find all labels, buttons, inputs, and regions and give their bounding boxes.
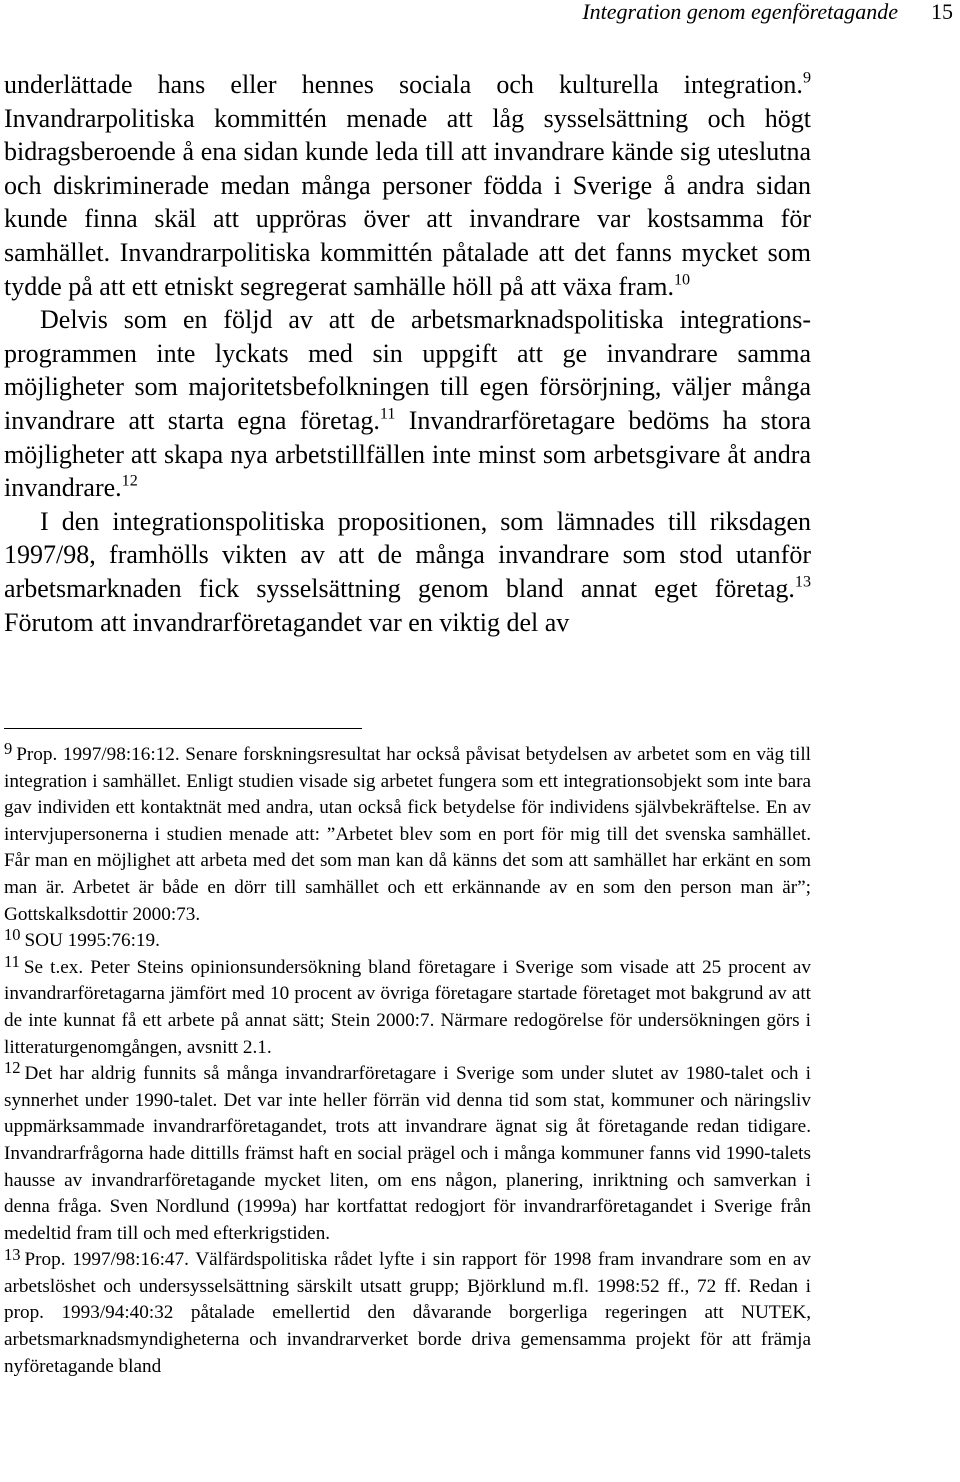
footnotes [4, 739, 811, 1380]
paragraph-3-text-a: I den integrationspolitiska propositionen, som lämnades till riksdagen 1997/98, framhölls vikten av att de många invandrare som stod utanför arbetsmarknaden fick sysselsättning genom bland annat eget företag. [4, 506, 811, 603]
footnote-number: 13 [4, 1244, 21, 1264]
footnote-number: 9 [4, 739, 13, 759]
page-number: 15 [931, 0, 953, 24]
paragraph-2 [4, 303, 811, 505]
footnote-ref-10: 10 [673, 271, 691, 289]
paragraph-2-text-a: Delvis som en följd av att de arbetsmarknadspolitiska integrationsprogrammen inte lyckats med sin uppgift att ge invandrare samma möjligheter som majoritetsbefolkningen till egen försörjning, väljer många invandrare att starta egna företag. [4, 305, 811, 435]
paragraph-1 [4, 68, 811, 303]
footnote-11 [4, 951, 811, 1061]
footnote-text: Prop. 1997/98:16:12. Senare forskningsresultat har också påvisat betydelsen av arbetet som en väg till integration i samhället. Enligt studien visade sig arbetet fungera som ett integrationsobjekt som inte bara gav individen ett kontaktnät med andra, utan också fick betydelse för individens självbekräftelse. En av intervjupersonerna i studien menade att: ”Arbetet blev som en port för mig till det svenska samhället. Får man en möjlighet att arbeta med det som man kan då känns det som att samhället har erkänt en som man är. Arbetet är både en dörr till samhället och ett erkännande av en som den person man är”; Gottskalksdottir 2000:73. [4, 744, 811, 925]
footnote-text: Prop. 1997/98:16:47. Välfärdspolitiska rådet lyfte i sin rapport för 1998 fram invandrare som en av arbetslöshet och undersysselsättning särskilt utsatt grupp; Björklund m.fl. 1998:52 ff., 72 ff. Redan i prop. 1993/94:40:32 påtalade emellertid den dåvarande borgerliga regeringen att NUTEK, arbetsmarknadsmyndigheterna och invandrarverket borde driva gemensamma projekt för att främja nyföretagande bland [4, 1249, 811, 1377]
footnote-ref-11: 11 [379, 405, 396, 423]
paragraph-2-text-b: Invandrarföretagare bedöms ha stora möjligheter att skapa nya arbetstillfällen inte minst som arbetsgivare åt andra invandrare. [4, 405, 812, 503]
footnote-number: 12 [4, 1058, 21, 1078]
footnote-12 [4, 1058, 811, 1247]
paragraph-1-text-b: Invandrarpolitiska kommittén menade att låg sysselsättning och högt bidragsberoende å ena sidan kunde leda till att invandrare kände sig uteslutna och diskriminerade medan många personer födda i Sverige å andra sidan kunde finna skäl att uppröras över att invandrare var kostsamma för samhället. Invandrarpolitiska kommittén påtalade att det fanns mycket som tydde på att ett etniskt segregerat samhälle höll på att växa fram. [4, 103, 811, 301]
footnote-text: Det har aldrig funnits så många invandrarföretagare i Sverige som under slutet av 1980-talet och i synnerhet under 1990-talet. Det var inte heller förrän vid denna tid som stat, kommuner och näringsliv uppmärksammade invandrarföretagandet, trots att invandrare ägnat sig åt företagande redan tidigare. Invandrarfrågorna hade dittills främst haft en social prägel och i många kommuner fanns vid 1990-talets hausse av invandrarföretagande mycket liten, om ens någon, planering, inriktning och samverkan i denna fråga. Sven Nordlund (1999a) har kortfattat redogjort för invandrarföretagandet i Sverige från medeltid fram till och med efterkrigstiden. [4, 1063, 811, 1244]
footnote-ref-9: 9 [802, 69, 811, 87]
footnote-number: 11 [4, 951, 20, 971]
footnote-9 [4, 739, 811, 928]
footnote-separator [4, 728, 362, 729]
footnote-13 [4, 1244, 811, 1380]
footnote-number: 10 [4, 925, 21, 945]
main-text [4, 68, 811, 639]
running-header [0, 0, 960, 29]
paragraph-1-text-a: underlättade hans eller hennes sociala och kulturella integration. [4, 70, 803, 99]
footnote-ref-13: 13 [794, 573, 811, 591]
running-title: Integration genom egenföretagande [582, 0, 898, 24]
footnote-10 [4, 925, 811, 955]
footnote-ref-12: 12 [121, 472, 138, 490]
footnote-text: SOU 1995:76:19. [24, 930, 160, 952]
paragraph-3-text-b: Förutom att invandrarföretagandet var en viktig del av [4, 607, 570, 637]
footnote-text: Se t.ex. Peter Steins opinionsundersökning bland företagare i Sverige som visade att 25 procent av invandrarföretagarna jämfört med 10 procent av övriga företagare startade företaget mot bakgrund av att de inte kunnat få ett arbete på annat sätt; Stein 2000:7. Närmare redogörelse för undersökningen görs i litteraturgenomgången, avsnitt 2.1. [4, 956, 811, 1058]
paragraph-3 [4, 505, 811, 639]
